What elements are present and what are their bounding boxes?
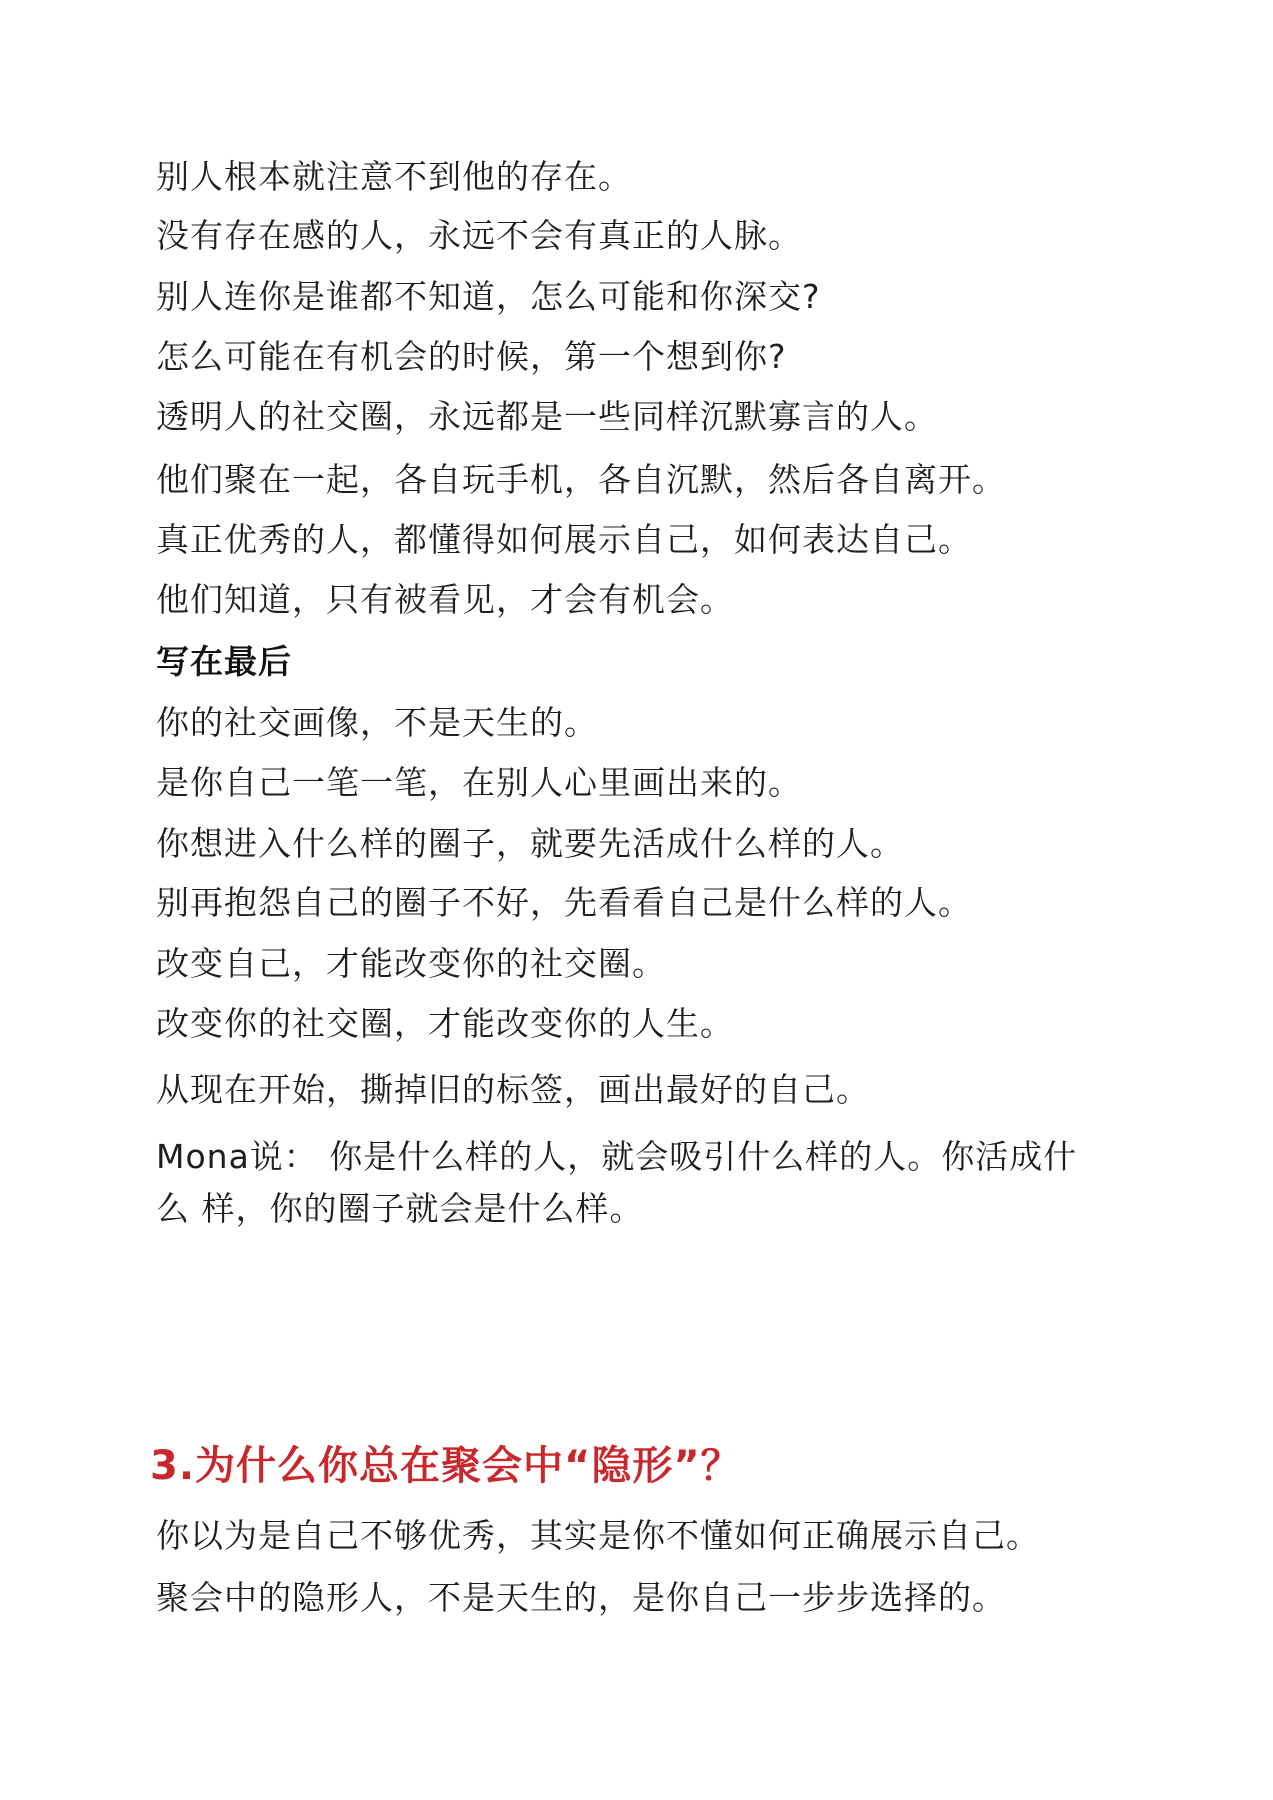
paragraph-line: 改变你的社交圈，才能改变你的人生。 — [156, 1004, 734, 1043]
paragraph-line: 别人连你是谁都不知道，怎么可能和你深交? — [156, 277, 821, 316]
closing-title: 写在最后 — [156, 642, 292, 681]
paragraph-line: 你以为是自己不够优秀，其实是你不懂如何正确展示自己。 — [156, 1516, 1040, 1555]
paragraph-line: 怎么可能在有机会的时候，第一个想到你? — [156, 337, 787, 376]
section-heading: 3.为什么你总在聚会中“隐形”？ — [150, 1443, 742, 1489]
paragraph-line: 真正优秀的人，都懂得如何展示自己，如何表达自己。 — [156, 520, 972, 559]
paragraph-line: 你想进入什么样的圈子，就要先活成什么样的人。 — [156, 824, 904, 863]
paragraph-line: 改变自己，才能改变你的社交圈。 — [156, 944, 666, 983]
paragraph-line: 透明人的社交圈，永远都是一些同样沉默寡言的人。 — [156, 397, 938, 436]
paragraph-line: 他们知道，只有被看见，才会有机会。 — [156, 580, 734, 619]
paragraph-line: 没有存在感的人，永远不会有真正的人脉。 — [156, 216, 802, 255]
paragraph-line: 别人根本就注意不到他的存在。 — [156, 157, 632, 196]
paragraph-line: 从现在开始，撕掉旧的标签，画出最好的自己。 — [156, 1070, 870, 1109]
mona-quote-line-1: Mona说： 你是什么样的人，就会吸引什么样的人。你活成什 — [156, 1137, 1078, 1176]
paragraph-line: 是你自己一笔一笔，在别人心里画出来的。 — [156, 763, 802, 802]
paragraph-line: 聚会中的隐形人，不是天生的，是你自己一步步选择的。 — [156, 1578, 1006, 1617]
paragraph-line: 别再抱怨自己的圈子不好，先看看自己是什么样的人。 — [156, 883, 972, 922]
paragraph-line: 他们聚在一起，各自玩手机，各自沉默，然后各自离开。 — [156, 460, 1006, 499]
mona-quote-line-2: 么 样，你的圈子就会是什么样。 — [156, 1189, 644, 1228]
paragraph-line: 你的社交画像，不是天生的。 — [156, 703, 598, 742]
